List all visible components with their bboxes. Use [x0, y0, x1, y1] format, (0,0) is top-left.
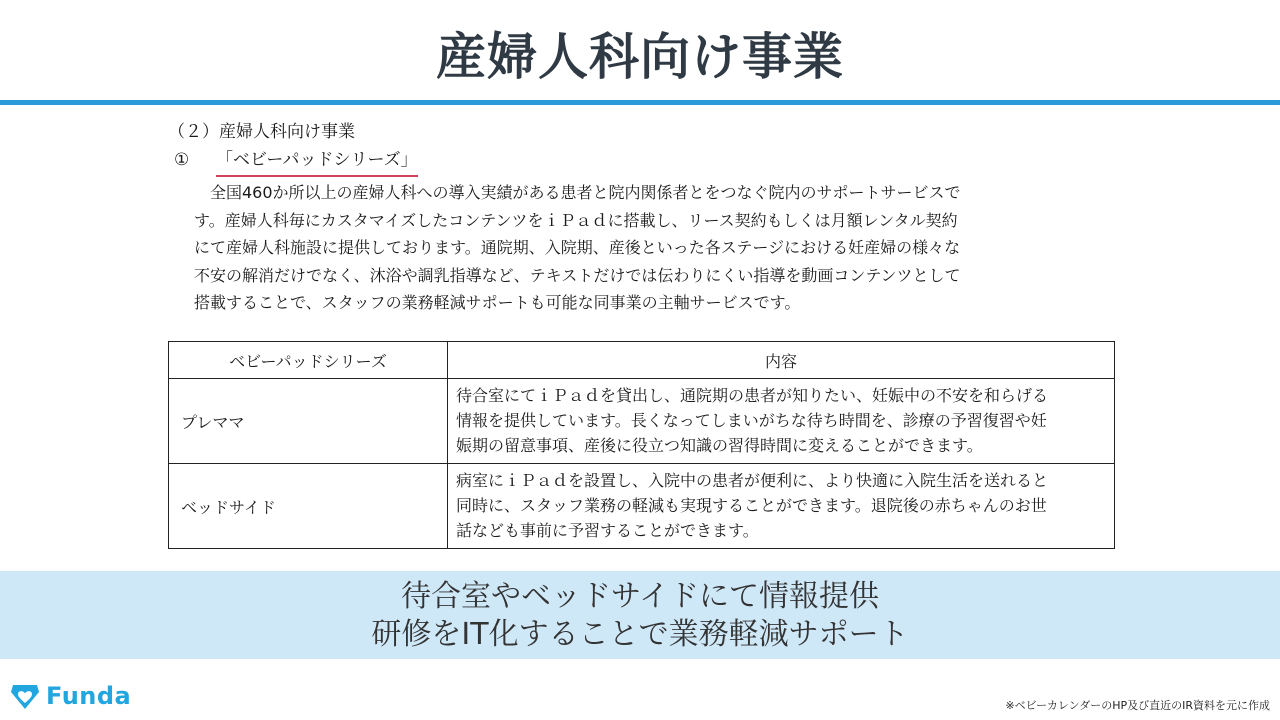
product-table: [168, 341, 1115, 549]
table-header-row: [169, 342, 1115, 379]
summary-banner: [0, 571, 1280, 659]
paragraph-line: 搭載することで、スタッフの業務軽減サポートも可能な同事業の主軸サービスです。: [194, 293, 801, 312]
sub-heading-title: 「ベビーパッドシリーズ」: [216, 146, 418, 177]
description-line: 話なども事前に予習することができます。: [456, 521, 759, 540]
paragraph-line: す。産婦人科毎にカスタマイズしたコンテンツをｉＰａｄに搭載し、リース契約もしくは月額レンタル契約: [194, 210, 958, 230]
diamond-heart-icon: [10, 682, 40, 710]
table-row: [169, 464, 1115, 549]
paragraph-line: にて産婦人科施設に提供しております。通院期、入院期、産後といった各ステージにおける妊産婦の様々な: [194, 238, 961, 257]
row-description: [448, 464, 1115, 549]
banner-line-1: 待合室やベッドサイドにて情報提供: [401, 579, 879, 614]
description-paragraph: [194, 179, 1034, 317]
row-name: プレママ: [169, 379, 448, 464]
source-note: ※ベビーカレンダーのHP及び直近のIR資料を元に作成: [1005, 699, 1270, 712]
paragraph-line: 不安の解消だけでなく、沐浴や調乳指導など、テキストだけでは伝わりにくい指導を動画コンテンツとして: [194, 265, 961, 285]
slide-title: 産婦人科向け事業: [436, 28, 844, 86]
description-line: 情報を提供しています。長くなってしまいがちな待ち時間を、診療の予習復習や妊: [456, 411, 1047, 430]
paragraph-line: 全国460か所以上の産婦人科への導入実績がある患者と院内関係者とをつなぐ院内のサポートサービスで: [210, 183, 961, 202]
description-line: 待合室にてｉＰａｄを貸出し、通院期の患者が知りたい、妊娠中の不安を和らげる: [456, 386, 1049, 405]
section-heading: （２）産婦人科向け事業: [168, 122, 355, 142]
row-name: ベッドサイド: [169, 464, 448, 549]
column-header-series: ベビーパッドシリーズ: [169, 342, 448, 379]
table-row: [169, 379, 1115, 464]
funda-logo: [10, 681, 131, 711]
banner-line-2: 研修をIT化することで業務軽減サポート: [371, 617, 909, 652]
logo-text: Funda: [46, 682, 132, 710]
title-divider: [0, 100, 1280, 105]
column-header-content: 内容: [448, 342, 1115, 379]
sub-heading-number: ①: [174, 150, 190, 170]
sub-heading: [168, 146, 1118, 177]
description-line: 病室にｉＰａｄを設置し、入院中の患者が便利に、より快適に入院生活を送れると: [456, 471, 1049, 490]
row-description: [448, 379, 1115, 464]
description-line: 娠期の留意事項、産後に役立つ知識の習得時間に変えることができます。: [456, 436, 983, 455]
document-excerpt: [168, 118, 1118, 317]
description-line: 同時に、スタッフ業務の軽減も実現することができます。退院後の赤ちゃんのお世: [456, 496, 1047, 515]
